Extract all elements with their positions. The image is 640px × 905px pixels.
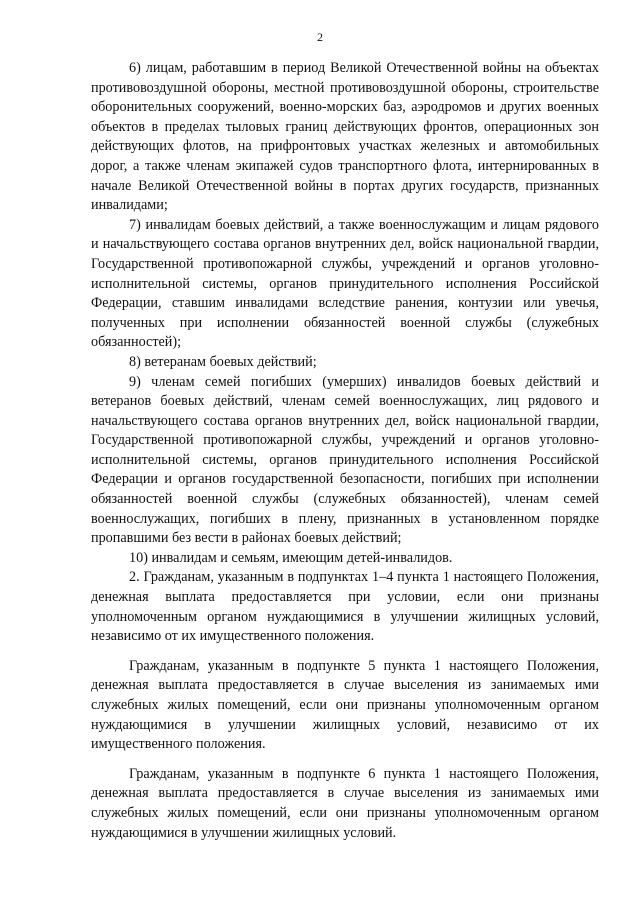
page-number: 2 xyxy=(317,30,323,44)
paragraph-subclause-5: Гражданам, указанным в подпункте 5 пункта 1 настоящего Положения, денежная выплата предоставляется в случае выселения из занимаемых ими служебных жилых помещений, если они признаны уполномоченным органом нуждающимися в улучшении жилищных условий, независимо от их имущественного положения. xyxy=(91,657,599,753)
list-item-6: 6) лицам, работавшим в период Великой Отечественной войны на объектах противовоздушной обороны, местной противовоздушной обороны, строительстве оборонительных сооружений, военно-морских баз, аэродромов и других военных объектов в пределах тыловых границ действующих фронтов, операционных зон действующих флотов, на прифронтовых участках железных и автомобильных дорог, а также членам экипажей судов транспортного флота, интернированных в начале Великой Отечественной войны в портах других государств, признанных инвалидами; xyxy=(91,60,599,214)
list-item-10: 10) инвалидам и семьям, имеющим детей-инвалидов. xyxy=(129,549,453,566)
paragraph-subclause-6: Гражданам, указанным в подпункте 6 пункта 1 настоящего Положения, денежная выплата предоставляется в случае выселения из занимаемых ими служебных жилых помещений, если они признаны уполномоченным органом нуждающимися в улучшении жилищных условий. xyxy=(91,765,599,841)
list-item-8: 8) ветеранам боевых действий; xyxy=(129,353,317,370)
list-item-9: 9) членам семей погибших (умерших) инвалидов боевых действий и ветеранов боевых действий, членам семей военнослужащих, лиц рядового и начальствующего состава органов внутренних дел, войск национальной гвардии, Государственной противопожарной службы, учреждений и органов уголовно-исполнительной системы, органов принудительного исполнения Российской Федерации и органов государственной безопасности, погибших при исполнении обязанностей военной службы (служебных обязанностей), членам семей военнослужащих, погибших в плену, признанных в установленном порядке пропавшими без вести в районах боевых действий; xyxy=(91,373,599,547)
document-body xyxy=(91,59,599,843)
list-item-7: 7) инвалидам боевых действий, а также военнослужащим и лицам рядового и начальствующего состава органов внутренних дел, войск национальной гвардии, Государственной противопожарной службы, учреждений и органов уголовно-исполнительной системы, органов принудительного исполнения Российской Федерации, ставшим инвалидами вследствие ранения, контузии или увечья, полученных при исполнении обязанностей военной службы (служебных обязанностей); xyxy=(91,216,599,351)
paragraph-clause-2: 2. Гражданам, указанным в подпунктах 1–4 пункта 1 настоящего Положения, денежная выплата предоставляется при условии, если они признаны уполномоченным органом нуждающимися в улучшении жилищных условий, независимо от их имущественного положения. xyxy=(91,569,599,645)
